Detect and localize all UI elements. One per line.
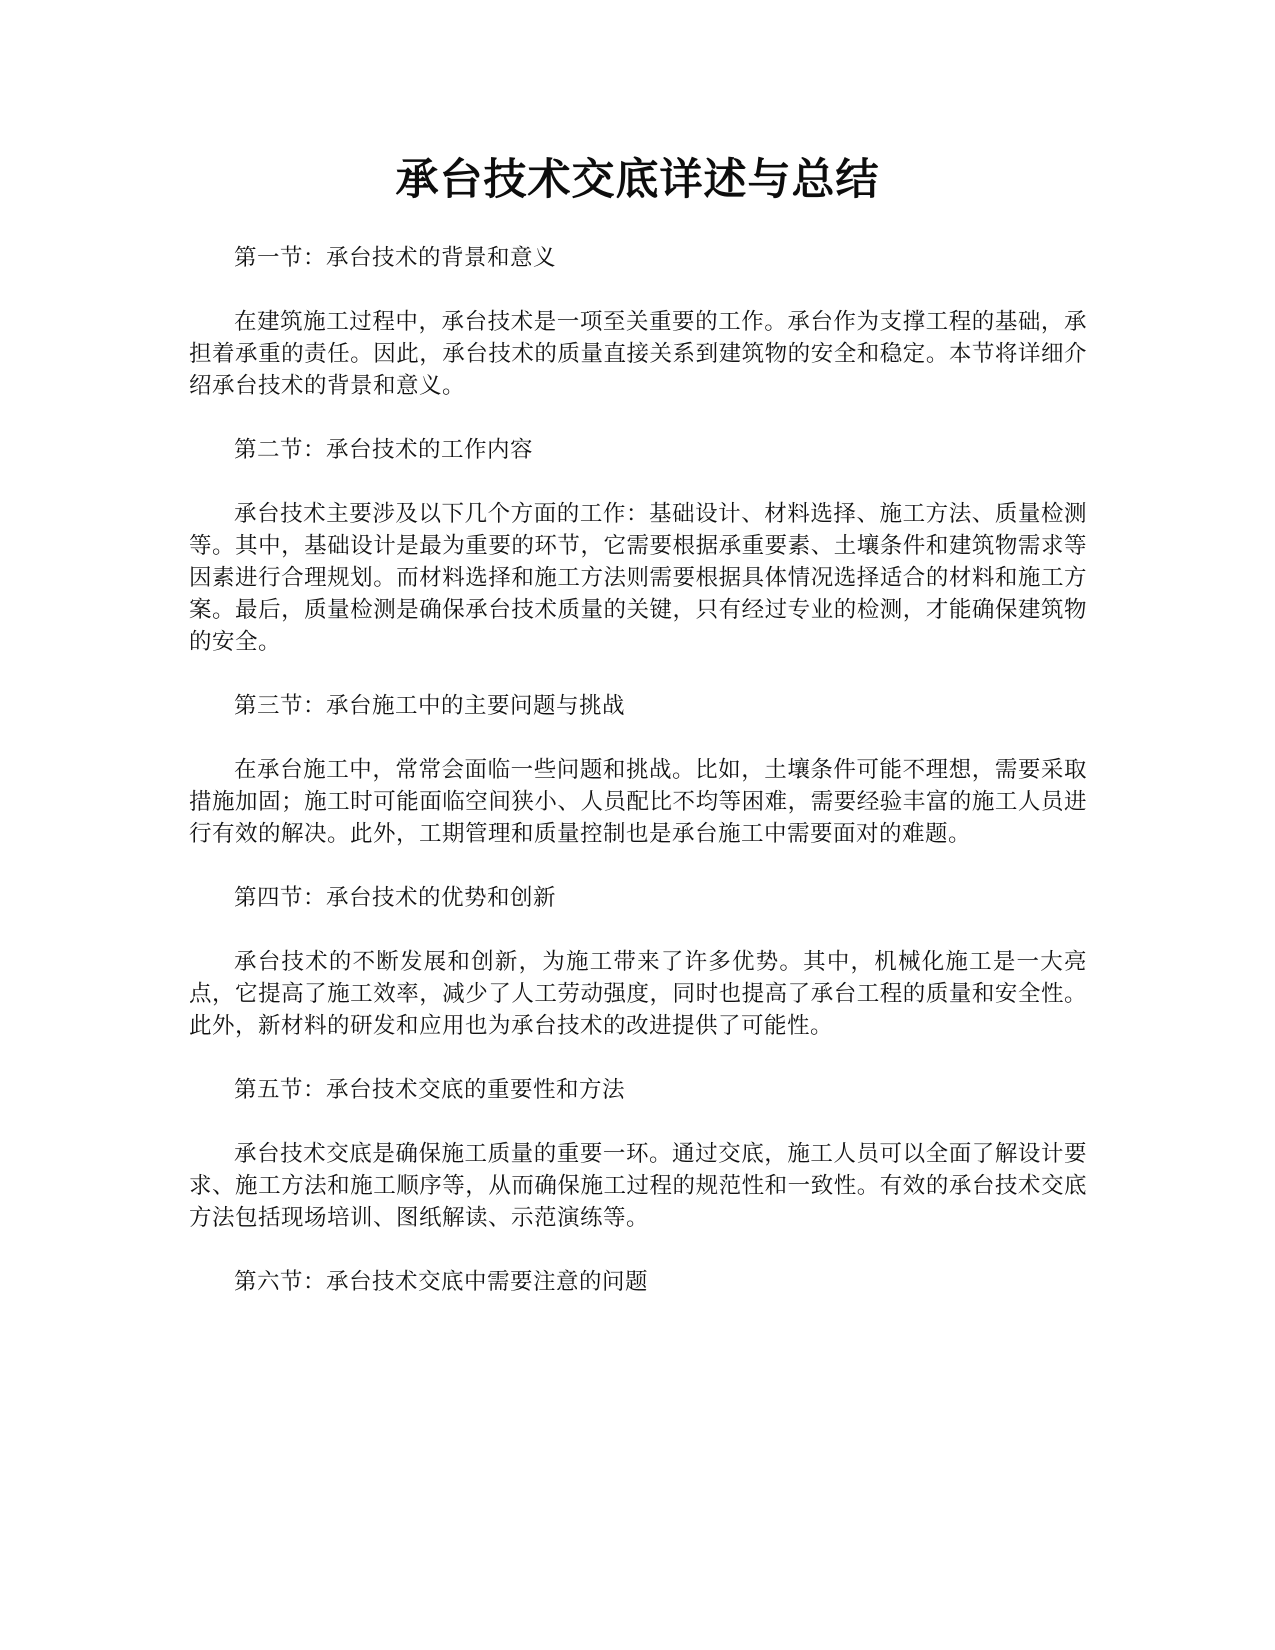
document-title: 承台技术交底详述与总结 [395,155,880,205]
section-paragraph-1: 在建筑施工过程中，承台技术是一项至关重要的工作。承台作为支撑工程的基础，承担着承重的责任。因此，承台技术的质量直接关系到建筑物的安全和稳定。本节将详细介绍承台技术的背景和意义。 [189,309,1087,399]
section-heading-2: 第二节：承台技术的工作内容 [234,437,534,463]
section-heading-1: 第一节：承台技术的背景和意义 [234,245,557,271]
section-heading-3: 第三节：承台施工中的主要问题与挑战 [234,693,626,719]
section-paragraph-5: 承台技术交底是确保施工质量的重要一环。通过交底，施工人员可以全面了解设计要求、施工方法和施工顺序等，从而确保施工过程的规范性和一致性。有效的承台技术交底方法包括现场培训、图纸解读、示范演练等。 [189,1141,1087,1231]
section-paragraph-2: 承台技术主要涉及以下几个方面的工作：基础设计、材料选择、施工方法、质量检测等。其中，基础设计是最为重要的环节，它需要根据承重要素、土壤条件和建筑物需求等因素进行合理规划。而材料选择和施工方法则需要根据具体情况选择适合的材料和施工方案。最后，质量检测是确保承台技术质量的关键，只有经过专业的检测，才能确保建筑物的安全。 [189,501,1087,655]
section-heading-6: 第六节：承台技术交底中需要注意的问题 [234,1269,649,1295]
document-body [189,242,1087,1330]
section-paragraph-3: 在承台施工中，常常会面临一些问题和挑战。比如，土壤条件可能不理想，需要采取措施加固；施工时可能面临空间狭小、人员配比不均等困难，需要经验丰富的施工人员进行有效的解决。此外，工期管理和质量控制也是承台施工中需要面对的难题。 [189,757,1087,847]
section-heading-5: 第五节：承台技术交底的重要性和方法 [234,1077,626,1103]
section-heading-4: 第四节：承台技术的优势和创新 [234,885,557,911]
section-paragraph-4: 承台技术的不断发展和创新，为施工带来了许多优势。其中，机械化施工是一大亮点，它提高了施工效率，减少了人工劳动强度，同时也提高了承台工程的质量和安全性。此外，新材料的研发和应用也为承台技术的改进提供了可能性。 [189,949,1087,1039]
